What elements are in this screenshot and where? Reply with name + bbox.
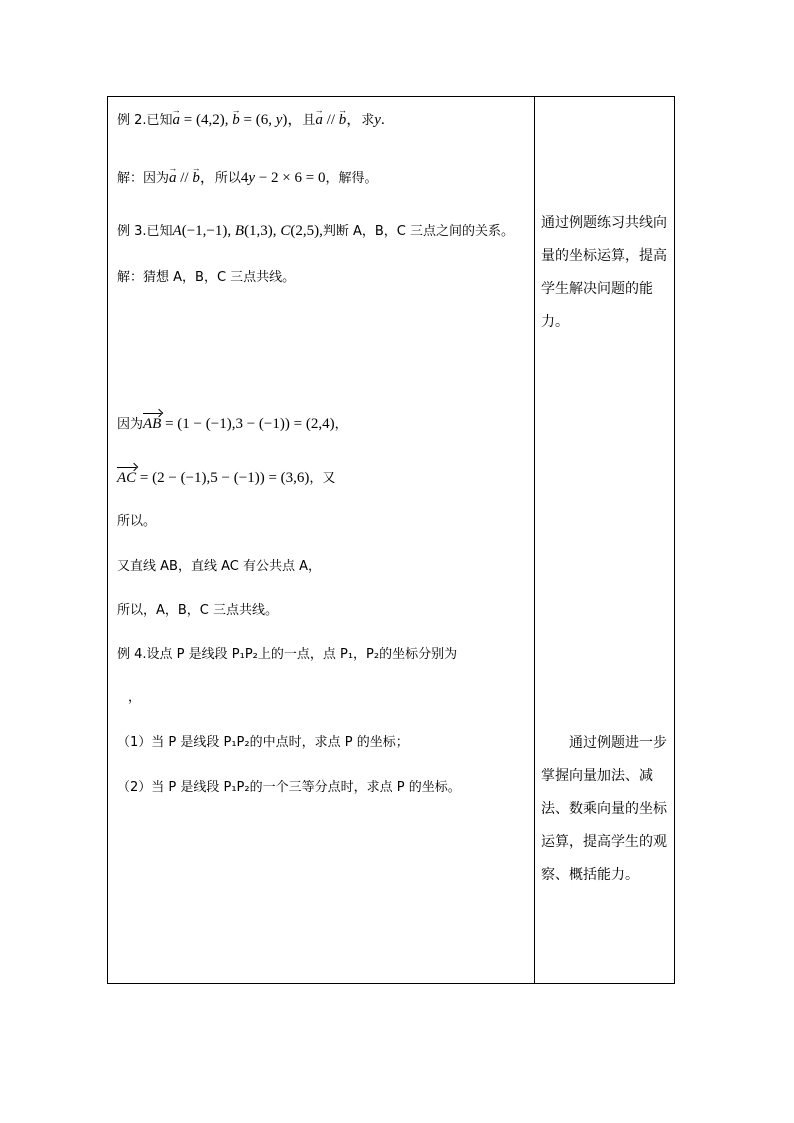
example-3-guess: 解：猜想 A，B，C 三点共线。 <box>117 270 296 285</box>
example-4-question-2: （2）当 P 是线段 P₁P₂的一个三等分点时，求点 P 的坐标。 <box>117 780 461 795</box>
formula-parallel: → a // → b， <box>169 170 215 186</box>
formula-a-parallel-b: → a // → b， <box>315 112 361 128</box>
common-point-line: 又直线 AB，直线 AC 有公共点 A， <box>117 559 321 574</box>
example-2-solution: 解：因为→ a // → b，所以4y − 2 × 6 = 0，解得。 <box>117 169 377 188</box>
formula-equation: 4y − 2 × 6 = 0 <box>240 170 326 186</box>
formula-vector-ac: AC = (2 − (−1),5 − (−1)) = (3,6) <box>117 470 309 486</box>
example-3-statement: 例 3.已知A(−1,−1), B(1,3), C(2,5),判断 A，B，C 三点之间的关系。 <box>117 223 514 239</box>
example-4-statement: 例 4.设点 P 是线段 P₁P₂上的一点，点 P₁，P₂的坐标分别为 <box>117 647 458 662</box>
vector-ac-line: AC = (2 − (−1),5 − (−1)) = (3,6)，又 <box>117 467 335 488</box>
teaching-note-1: 通过例题练习共线向量的坐标运算，提高学生解决问题的能力。 <box>541 215 667 330</box>
example-4-question-1: （1）当 P 是线段 P₁P₂的中点时，求点 P 的坐标； <box>117 735 409 750</box>
formula-points: A(−1,−1), B(1,3), C(2,5), <box>172 223 323 239</box>
collinear-conclusion: 所以，A，B，C 三点共线。 <box>117 603 279 618</box>
column-divider <box>534 97 535 983</box>
lesson-table <box>107 96 675 984</box>
so-line: 所以。 <box>117 514 157 529</box>
teaching-note-2: 通过例题进一步掌握向量加法、减法、数乘向量的坐标运算，提高学生的观察、概括能力。 <box>541 735 667 883</box>
example-4-comma: ， <box>128 690 142 705</box>
example-2-statement: 例 2.已知→ a = (4,2), → b = (6, y)，且→ a // → b，求y. <box>117 111 385 130</box>
vector-ab-line: 因为AB = (1 − (−1),3 − (−1)) = (2,4)， <box>117 413 348 434</box>
formula-a-b-given: → a = (4,2), → b = (6, y)， <box>173 112 303 128</box>
formula-vector-ab: AB = (1 − (−1),3 − (−1)) = (2,4) <box>143 416 335 432</box>
